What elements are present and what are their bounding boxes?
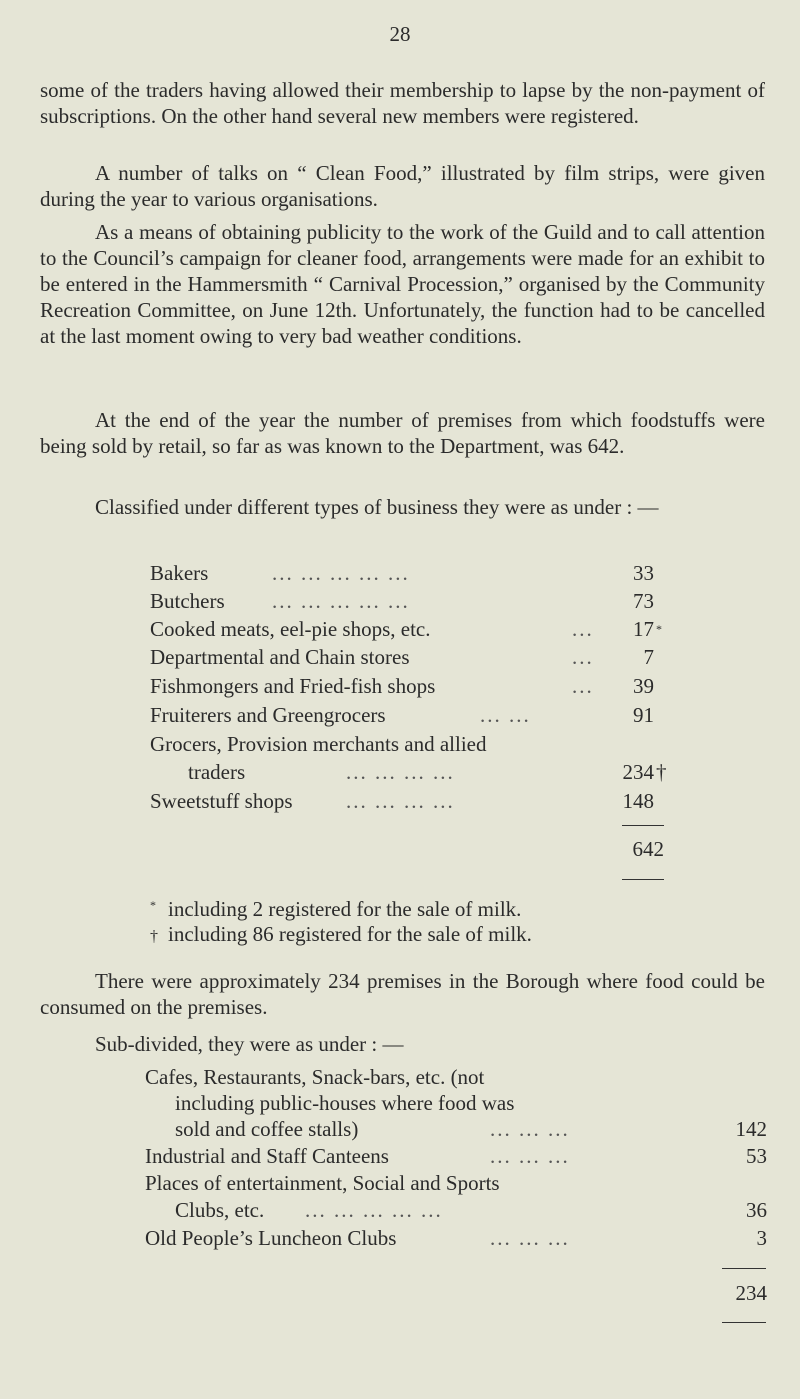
footnote-mark: * bbox=[656, 622, 662, 636]
leader-dots: ... ... ... ... ... bbox=[305, 1198, 443, 1222]
row-label: Grocers, Provision merchants and allied bbox=[150, 732, 487, 756]
leader-dots: ... bbox=[572, 617, 594, 641]
row-label: Places of entertainment, Social and Sports bbox=[145, 1171, 500, 1195]
paragraph-premises-count: At the end of the year the number of premises from which foodstuffs were being sold by retail, so far as was known to the Department, was 642. bbox=[40, 408, 765, 458]
paragraph-consumed: There were approximately 234 premises in the Borough where food could be consumed on the premises. bbox=[40, 969, 765, 1019]
row-label: including public-houses where food was bbox=[175, 1091, 515, 1115]
row-value: 148 bbox=[622, 789, 654, 813]
total-rule-bottom bbox=[722, 1322, 766, 1323]
table-row bbox=[150, 673, 670, 699]
footnote-mark: † bbox=[150, 928, 158, 945]
total-row bbox=[610, 836, 666, 862]
row-value: 73 bbox=[633, 589, 654, 613]
table-row bbox=[145, 1225, 775, 1251]
leader-dots: ... ... bbox=[480, 703, 531, 727]
row-label: Old People’s Luncheon Clubs bbox=[145, 1226, 397, 1250]
row-label: Bakers bbox=[150, 561, 209, 585]
row-value: 36 bbox=[746, 1198, 767, 1222]
footnote-mark: † bbox=[656, 760, 667, 784]
row-value: 234 bbox=[622, 760, 654, 784]
row-label: Sweetstuff shops bbox=[150, 789, 293, 813]
footnote-text: including 86 registered for the sale of milk. bbox=[168, 922, 532, 946]
footnote-mark: * bbox=[150, 898, 156, 912]
table-row bbox=[145, 1143, 775, 1169]
total-value: 642 bbox=[632, 837, 664, 861]
row-value: 39 bbox=[633, 674, 654, 698]
row-value: 142 bbox=[735, 1117, 767, 1141]
leader-dots: ... bbox=[572, 645, 594, 669]
leader-dots: ... bbox=[572, 674, 594, 698]
table-row bbox=[150, 731, 670, 757]
leader-dots: ... ... ... bbox=[490, 1226, 570, 1250]
table-row bbox=[145, 1197, 775, 1223]
table-row bbox=[150, 560, 670, 586]
row-label: Fruiterers and Greengrocers bbox=[150, 703, 386, 727]
row-label: Butchers bbox=[150, 589, 225, 613]
leader-dots: ... ... ... bbox=[490, 1117, 570, 1141]
table-row bbox=[150, 616, 690, 642]
footnote-text: including 2 registered for the sale of milk. bbox=[168, 897, 522, 921]
row-label: sold and coffee stalls) bbox=[175, 1117, 359, 1141]
row-label: traders bbox=[188, 760, 246, 784]
row-value: 3 bbox=[756, 1226, 767, 1250]
table-row bbox=[150, 759, 690, 785]
table-row bbox=[150, 588, 670, 614]
row-label: Clubs, etc. bbox=[175, 1198, 265, 1222]
leader-dots: ... ... ... ... bbox=[346, 789, 455, 813]
leader-dots: ... ... ... bbox=[490, 1144, 570, 1168]
leader-dots: ... ... ... ... bbox=[346, 760, 455, 784]
table-row bbox=[145, 1116, 775, 1142]
row-label: Industrial and Staff Canteens bbox=[145, 1144, 389, 1168]
row-value: 7 bbox=[643, 645, 654, 669]
table-row bbox=[145, 1170, 775, 1196]
paragraph-talks: A number of talks on “ Clean Food,” illustrated by film strips, were given during the year to various organisations. bbox=[40, 161, 765, 211]
table-row bbox=[150, 644, 670, 670]
total-row bbox=[710, 1280, 768, 1306]
row-label: Cooked meats, eel-pie shops, etc. bbox=[150, 617, 431, 641]
total-rule-bottom bbox=[622, 879, 664, 880]
row-label: Fishmongers and Fried-fish shops bbox=[150, 674, 436, 698]
paragraph-classified: Classified under different types of business they were as under : — bbox=[95, 495, 659, 519]
total-value: 234 bbox=[735, 1281, 767, 1305]
table-row bbox=[145, 1064, 775, 1090]
page-number: 28 bbox=[389, 22, 411, 46]
row-value: 91 bbox=[633, 703, 654, 727]
row-label: Departmental and Chain stores bbox=[150, 645, 410, 669]
subdivided-text: Sub-divided, they were as under : — bbox=[95, 1032, 404, 1056]
table-row bbox=[145, 1090, 775, 1116]
total-rule-top bbox=[622, 825, 664, 826]
table-row bbox=[150, 788, 670, 814]
table-row bbox=[150, 702, 670, 728]
paragraph-membership: some of the traders having allowed their membership to lapse by the non-payment of subscriptions. On the other hand several new members were registered. bbox=[40, 78, 765, 128]
paragraph-publicity: As a means of obtaining publicity to the work of the Guild and to call attention to the Council’s campaign for cleaner food, arrangements were made for an exhibit to be entered in the Hammersmith “ Carnival Procession,” organised by the Community Recreation Committee, on June 12th. Unfortunately, the function had to be cancelled at the last moment owing to very bad weather conditions. bbox=[40, 220, 765, 348]
leader-dots: ... ... ... ... ... bbox=[272, 561, 410, 585]
total-rule-top bbox=[722, 1268, 766, 1269]
footnote bbox=[150, 921, 532, 950]
row-value: 33 bbox=[633, 561, 654, 585]
footnote bbox=[150, 892, 521, 922]
leader-dots: ... ... ... ... ... bbox=[272, 589, 410, 613]
row-value: 53 bbox=[746, 1144, 767, 1168]
row-value: 17 bbox=[633, 617, 654, 641]
row-label: Cafes, Restaurants, Snack-bars, etc. (not bbox=[145, 1065, 485, 1089]
subdivided-intro bbox=[95, 1031, 404, 1057]
